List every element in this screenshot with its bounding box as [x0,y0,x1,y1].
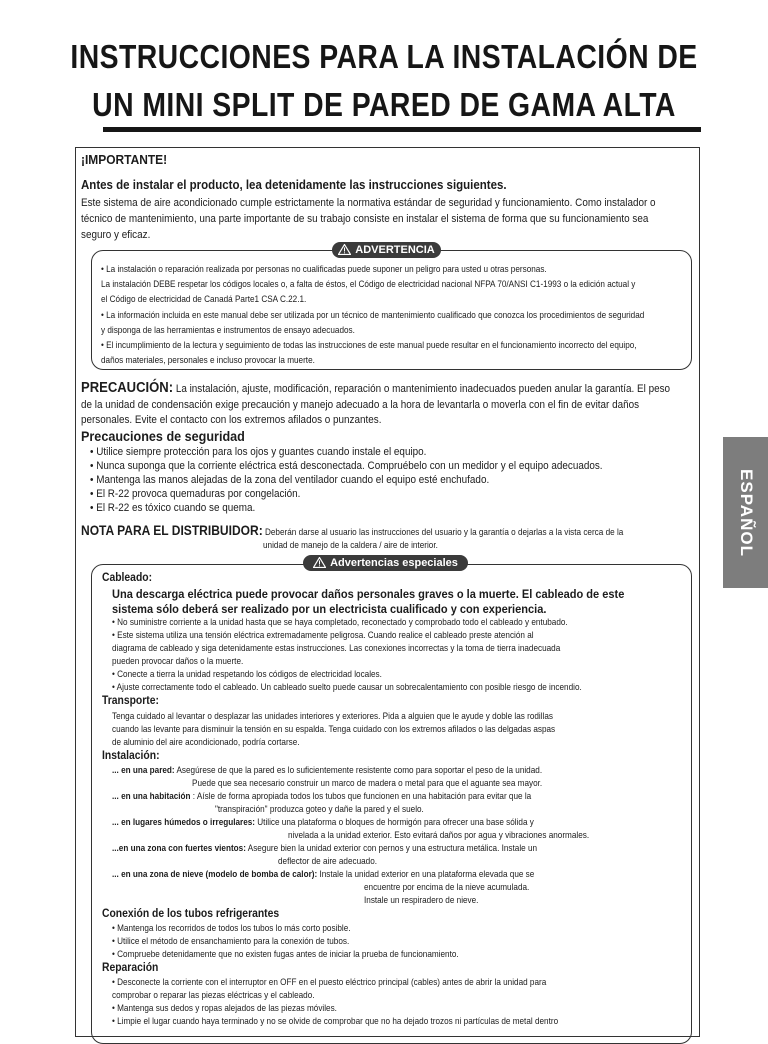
nieve-text: Instale la unidad exterior en una plataforma elevada que se [317,869,535,880]
reparacion-item: • Limpie el lugar cuando haya terminado y no se olvide de comprobar que no ha dejado trozos ni partículas de metal dentro [112,1016,559,1027]
warning-label-text: ADVERTENCIA [355,244,435,256]
humedos-line-1 [112,817,534,828]
special-warnings-label [303,555,468,571]
nieve-label: ... en una zona de nieve (modelo de bomba de calor): [112,869,318,880]
habitacion-line-1 [112,791,531,802]
warning-triangle-icon [313,557,326,568]
pared-line-1 [112,765,542,776]
nieve-line-2: encuentre por encima de la nieve acumulada. [364,882,530,893]
dealer-line-2: unidad de manejo de la caldera / aire de interior. [263,540,438,551]
reparacion-heading: Reparación [102,962,159,974]
important-line: técnico de mantenimiento, una parte importante de su trabajo consiste en instalar el sistema de forma que su funcionamiento sea [81,213,649,225]
reparacion-item: • Desconecte la corriente con el interruptor en OFF en el puesto eléctrico principal (cables) antes de abrir la unidad para [112,977,547,988]
transporte-heading: Transporte: [102,695,159,707]
dealer-line-1 [81,522,623,538]
warning-line: La instalación DEBE respetar los códigos locales o, a falta de éstos, el Código de electricidad nacional NFPA 70/ANSI C1-1993 o la edición actual y [101,279,636,290]
caution-label: PRECAUCIÓN: [81,380,174,396]
cableado-item: pueden provocar daños o la muerte. [112,656,244,667]
document-title-line-1: INSTRUCCIONES PARA LA INSTALACIÓN DE [70,38,698,75]
caution-line-1 [81,380,670,396]
humedos-text: Utilice una plataforma o bloques de hormigón para ofrecer una base sólida y [255,817,534,828]
safety-item: • Nunca suponga que la corriente eléctrica está desconectada. Compruébelo con un medidor y el equipo adecuados. [90,460,603,472]
nieve-line-1 [112,869,534,880]
language-tab-label: ESPAÑOL [736,468,756,557]
transporte-line: Tenga cuidado al levantar o desplazar las unidades interiores y exteriores. Pida a alguien que le ayude y doble las rodillas [112,711,554,722]
warning-line: • El incumplimiento de la lectura y seguimiento de todas las instrucciones de este manual puede resultar en el funcionamiento incorrecto del equipo, [101,340,637,351]
humedos-line-2: nivelada a la unidad exterior. Esto evitará daños por agua y vibraciones anormales. [288,830,590,841]
habitacion-line-2: "transpiración" produzca goteo y dañe la pared y el suelo. [215,804,424,815]
vientos-text: Asegure bien la unidad exterior con pernos y una estructura metálica. Instale un [245,843,538,854]
humedos-label: ... en lugares húmedos o irregulares: [112,817,256,828]
cableado-item: • Ajuste correctamente todo el cableado. Un cableado suelto puede causar un sobrecalentamiento con posible riesgo de incendio. [112,682,582,693]
cableado-heading: Cableado: [102,572,153,584]
tubos-item: • Mantenga los recorridos de todos los tubos lo más corto posible. [112,923,351,934]
reparacion-item: • Mantenga sus dedos y ropas alejados de las piezas móviles. [112,1003,337,1014]
vientos-label: ...en una zona con fuertes vientos: [112,843,246,854]
caution-text: La instalación, ajuste, modificación, reparación o mantenimiento inadecuados pueden anular la garantía. El peso [173,383,671,395]
vientos-line-2: deflector de aire adecuado. [278,856,378,867]
safety-heading: Precauciones de seguridad [81,428,245,444]
important-subheading: Antes de instalar el producto, lea detenidamente las instrucciones siguientes. [81,178,507,192]
cableado-item: • Conecte a tierra la unidad respetando los códigos de electricidad locales. [112,669,382,680]
safety-item: • Mantenga las manos alejadas de la zona del ventilador cuando el equipo esté enchufado. [90,474,490,486]
cableado-item: • Este sistema utiliza una tensión eléctrica extremadamente peligrosa. Cuando realice el cableado preste atención al [112,630,534,641]
vientos-line-1 [112,843,537,854]
warning-label [332,242,441,258]
dealer-label: NOTA PARA EL DISTRIBUIDOR: [81,522,263,538]
pared-label: ... en una pared: [112,765,175,776]
instalacion-heading: Instalación: [102,750,160,762]
safety-item: • El R-22 provoca quemaduras por congelación. [90,488,301,500]
document-title-line-2: UN MINI SPLIT DE PARED DE GAMA ALTA [92,86,676,123]
warning-line: el Código de electricidad de Canadá Parte1 CSA C.22.1. [101,294,307,305]
tubos-item: • Utilice el método de ensanchamiento para la conexión de tubos. [112,936,350,947]
cableado-warning-line: Una descarga eléctrica puede provocar daños personales graves o la muerte. El cableado de este [112,587,625,601]
pared-text: Asegúrese de que la pared es lo suficientemente resistente como para soportar el peso de la unidad. [174,765,543,776]
transporte-line: cuando las levante para disminuir la tensión en su espalda. Tenga cuidado con los extremos afilados o las delgadas aspas [112,724,556,735]
habitacion-label: ... en una habitación [112,791,191,802]
habitacion-text: : Aísle de forma apropiada todos los tubos que funcionen en una habitación para evitar que la [190,791,532,802]
caution-line-2: de la unidad de condensación exige precaución y manejo adecuado a la hora de levantarla o moverla con el fin de evitar daños [81,399,640,411]
cableado-warning-line: sistema sólo deberá ser realizado por un electricista cualificado y con experiencia. [112,602,547,616]
reparacion-item: comprobar o reparar las piezas eléctricas y el cableado. [112,990,315,1001]
important-line: Este sistema de aire acondicionado cumple estrictamente la normativa estándar de seguridad y funcionamiento. Como instalador o [81,197,656,209]
transporte-line: de aluminio del aire acondicionado, podría cortarse. [112,737,300,748]
caution-line-3: personales. Evite el contacto con los extremos afilados o punzantes. [81,414,382,426]
cableado-item: • No suministre corriente a la unidad hasta que se haya completado, reconectado y comprobado todo el cableado y entubado. [112,617,568,628]
tubos-heading: Conexión de los tubos refrigerantes [102,908,280,920]
dealer-text: Deberán darse al usuario las instrucciones del usuario y la garantía o dejarlas a la vista cerca de la [262,527,624,538]
tubos-item: • Compruebe detenidamente que no existen fugas antes de iniciar la prueba de funcionamiento. [112,949,459,960]
nieve-line-3: Instale un respiradero de nieve. [364,895,479,906]
pared-line-2: Puede que sea necesario construir un marco de madera o metal para que el aguante sea mayor. [192,778,543,789]
warning-line: y disponga de las herramientas e instrumentos de ensayo adecuados. [101,325,355,336]
cableado-item: diagrama de cableado y siga detenidamente estas instrucciones. Las conexiones incorrectas y la toma de tierra inadecuada [112,643,561,654]
important-heading: ¡IMPORTANTE! [81,152,168,167]
safety-item: • Utilice siempre protección para los ojos y guantes cuando instale el equipo. [90,446,427,458]
language-tab[interactable] [723,437,768,588]
warning-triangle-icon [338,244,351,255]
warning-line: • La instalación o reparación realizada por personas no cualificadas puede suponer un peligro para usted u otras personas. [101,264,547,275]
warning-line: daños materiales, personales e incluso provocar la muerte. [101,355,315,366]
special-warnings-label-text: Advertencias especiales [330,557,458,569]
safety-item: • El R-22 es tóxico cuando se quema. [90,502,256,514]
warning-line: • La información incluida en este manual debe ser utilizada por un técnico de mantenimiento cualificado que conozca los procedimientos de seguridad [101,310,645,321]
title-rule [103,127,701,132]
important-line: seguro y eficaz. [81,229,151,241]
